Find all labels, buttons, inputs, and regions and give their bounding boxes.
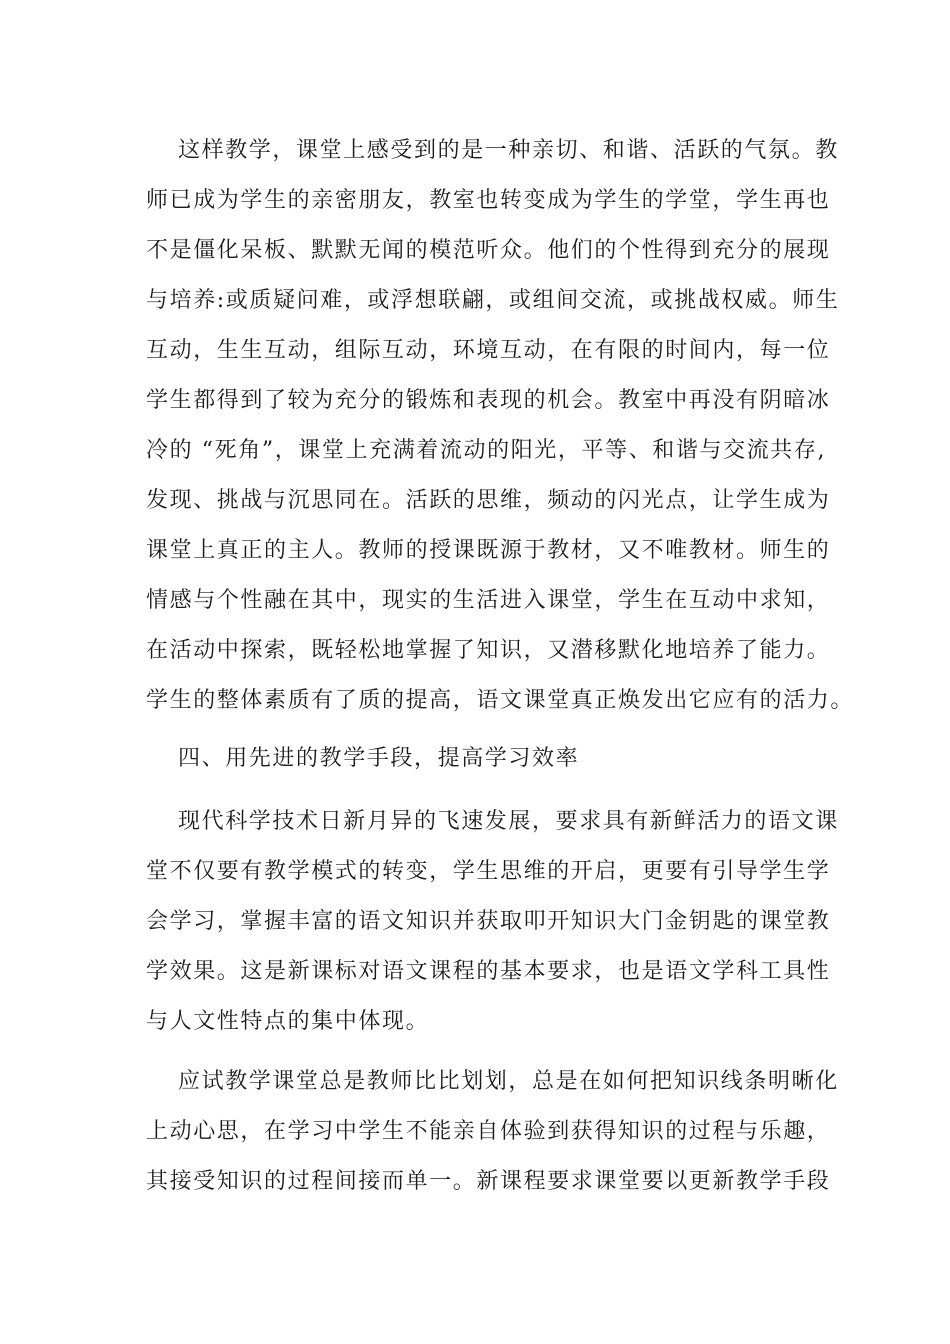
paragraph-line: 会学习，掌握丰富的语文知识并获取叩开知识大门金钥匙的课堂教 — [146, 909, 831, 934]
paragraph-line: 上动心思，在学习中学生不能亲自体验到获得知识的过程与乐趣， — [146, 1119, 831, 1144]
paragraph-line: 师已成为学生的亲密朋友，教室也转变成为学生的学堂，学生再也 — [146, 188, 831, 213]
paragraph-line: 情感与个性融在其中，现实的生活进入课堂，学生在互动中求知， — [146, 588, 831, 613]
paragraph-line: 学效果。这是新课标对语文课程的基本要求，也是语文学科工具性 — [146, 959, 831, 984]
paragraph-line: 与人文性特点的集中体现。 — [146, 1009, 430, 1034]
paragraph-line: 冷的 “死角”，课堂上充满着流动的阳光，平等、和谐与交流共存, — [146, 438, 827, 463]
paragraph-line: 现代科学技术日新月异的飞速发展，要求具有新鲜活力的语文课 — [178, 809, 839, 834]
paragraph-line: 不是僵化呆板、默默无闻的模范听众。他们的个性得到充分的展现 — [146, 238, 831, 263]
paragraph-line: 应试教学课堂总是教师比比划划，总是在如何把知识线条明晰化 — [178, 1069, 839, 1094]
paragraph-line: 互动，生生互动，组际互动，环境互动，在有限的时间内，每一位 — [146, 338, 831, 363]
paragraph-line: 在活动中探索，既轻松地掌握了知识，又潜移默化地培养了能力。 — [146, 638, 831, 663]
paragraph-line: 其接受知识的过程间接而单一。新课程要求课堂要以更新教学手段 — [146, 1169, 831, 1194]
paragraph-line: 这样教学，课堂上感受到的是一种亲切、和谐、活跃的气氛。教 — [178, 138, 839, 163]
paragraph-line: 学生都得到了较为充分的锻炼和表现的机会。教室中再没有阴暗冰 — [146, 388, 831, 413]
paragraph-line: 学生的整体素质有了质的提高，语文课堂真正焕发出它应有的活力。 — [146, 688, 855, 713]
section-heading: 四、用先进的教学手段，提高学习效率 — [178, 746, 580, 771]
paragraph-line: 堂不仅要有教学模式的转变，学生思维的开启，更要有引导学生学 — [146, 859, 831, 884]
paragraph-line: 与培养:或质疑问难，或浮想联翩，或组间交流，或挑战权威。师生 — [146, 288, 840, 313]
paragraph-line: 发现、挑战与沉思同在。活跃的思维，频动的闪光点，让学生成为 — [146, 488, 831, 513]
paragraph-line: 课堂上真正的主人。教师的授课既源于教材，又不唯教材。师生的 — [146, 538, 831, 563]
